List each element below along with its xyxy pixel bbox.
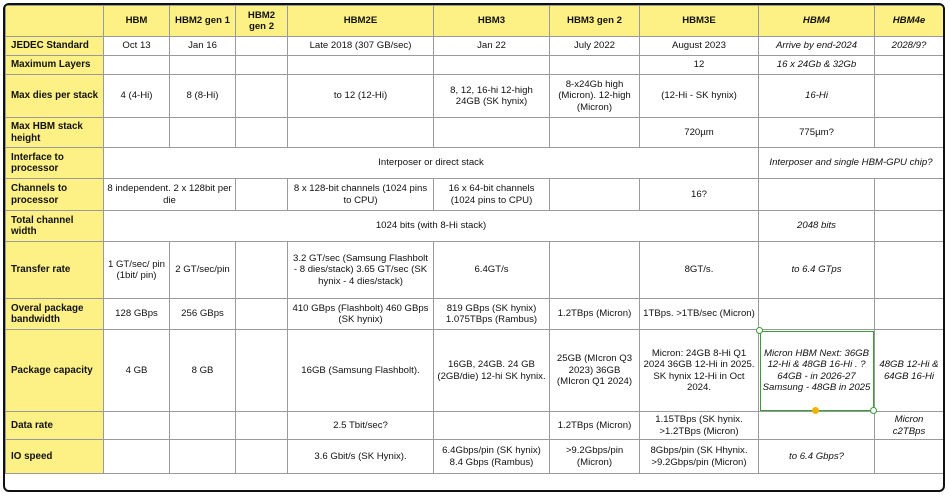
- cell[interactable]: to 12 (12-Hi): [288, 75, 434, 118]
- row-label: Maximum Layers: [6, 56, 104, 75]
- cell[interactable]: [236, 37, 288, 56]
- cell[interactable]: 16GB (Samsung Flashbolt).: [288, 330, 434, 412]
- header-hbm2-gen1: HBM2 gen 1: [170, 6, 236, 37]
- cell[interactable]: 256 GBps: [170, 299, 236, 330]
- cell[interactable]: [875, 118, 944, 148]
- row-layers: [6, 56, 944, 75]
- cell[interactable]: [236, 179, 288, 211]
- cell[interactable]: [288, 118, 434, 148]
- cell[interactable]: Interposer and single HBM-GPU chip?: [759, 148, 944, 179]
- header-hbm4: HBM4: [759, 6, 875, 37]
- cell[interactable]: [236, 242, 288, 299]
- cell[interactable]: [759, 179, 875, 211]
- row-transfer: [6, 242, 944, 299]
- cell[interactable]: [875, 242, 944, 299]
- cell[interactable]: 25GB (MIcron Q3 2023) 36GB (MIcron Q1 2024): [550, 330, 640, 412]
- row-io: [6, 440, 944, 474]
- cell[interactable]: 128 GBps: [104, 299, 170, 330]
- cell[interactable]: [236, 75, 288, 118]
- cell[interactable]: 8, 12, 16-hi 12-high 24GB (SK hynix): [434, 75, 550, 118]
- cell[interactable]: Micron c2TBps: [875, 412, 944, 440]
- cell[interactable]: [170, 56, 236, 75]
- cell[interactable]: >9.2Gbps/pin (Micron): [550, 440, 640, 474]
- header-hbm3-gen2: HBM3 gen 2: [550, 6, 640, 37]
- header-hbm2e: HBM2E: [288, 6, 434, 37]
- cell[interactable]: [550, 56, 640, 75]
- row-label: Data rate: [6, 412, 104, 440]
- cell[interactable]: Oct 13: [104, 37, 170, 56]
- cell[interactable]: 2 GT/sec/pin: [170, 242, 236, 299]
- cell[interactable]: 2.5 Tbit/sec?: [288, 412, 434, 440]
- cell[interactable]: 1.2TBps (Micron): [550, 412, 640, 440]
- cell[interactable]: [104, 56, 170, 75]
- cell[interactable]: 8GT/s.: [640, 242, 759, 299]
- cell[interactable]: 8-x24Gb high (Micron). 12-high (Micron): [550, 75, 640, 118]
- cell[interactable]: 1.2TBps (Micron): [550, 299, 640, 330]
- cell[interactable]: [236, 440, 288, 474]
- cell[interactable]: to 6.4 GTps: [759, 242, 875, 299]
- cell[interactable]: [550, 179, 640, 211]
- cell[interactable]: 819 GBps (SK hynix) 1.075TBps (Rambus): [434, 299, 550, 330]
- row-label: Total channel width: [6, 211, 104, 242]
- cell[interactable]: [104, 440, 170, 474]
- resize-handle[interactable]: [756, 327, 763, 334]
- spreadsheet-frame: [3, 3, 945, 492]
- header-corner: [6, 6, 104, 37]
- cell[interactable]: July 2022: [550, 37, 640, 56]
- row-label: Overal package bandwidth: [6, 299, 104, 330]
- cell[interactable]: 8 GB: [170, 330, 236, 412]
- cell[interactable]: 1TBps. >1TB/sec (Micron): [640, 299, 759, 330]
- cell-text: Micron HBM Next: 36GB 12-Hi & 48GB 16-Hi . ?64GB - in 2026-27 Samsung - 48GB in 2025: [762, 347, 871, 393]
- cell[interactable]: Interposer or direct stack: [104, 148, 759, 179]
- header-hbm4e: HBM4e: [875, 6, 944, 37]
- header-hbm3e: HBM3E: [640, 6, 759, 37]
- row-label: JEDEC Standard: [6, 37, 104, 56]
- cell[interactable]: [759, 299, 875, 330]
- row-jedec: [6, 37, 944, 56]
- cell[interactable]: [875, 75, 944, 118]
- cell[interactable]: [875, 299, 944, 330]
- cell[interactable]: 1024 bits (with 8-Hi stack): [104, 211, 759, 242]
- resize-handle[interactable]: [812, 407, 819, 414]
- cell[interactable]: 8 x 128-bit channels (1024 pins to CPU): [288, 179, 434, 211]
- header-hbm: HBM: [104, 6, 170, 37]
- cell[interactable]: Late 2018 (307 GB/sec): [288, 37, 434, 56]
- header-hbm3: HBM3: [434, 6, 550, 37]
- resize-handle[interactable]: [870, 407, 877, 414]
- cell[interactable]: 12: [640, 56, 759, 75]
- row-label: Interface to processor: [6, 148, 104, 179]
- row-datarate: [6, 412, 944, 440]
- row-channels: [6, 179, 944, 211]
- cell[interactable]: Jan 16: [170, 37, 236, 56]
- row-label: Transfer rate: [6, 242, 104, 299]
- cell[interactable]: 16GB, 24GB. 24 GB (2GB/die) 12-hi SK hynix.: [434, 330, 550, 412]
- cell[interactable]: Jan 22: [434, 37, 550, 56]
- cell[interactable]: [236, 330, 288, 412]
- row-label: IO speed: [6, 440, 104, 474]
- cell[interactable]: [550, 242, 640, 299]
- cell[interactable]: [759, 412, 875, 440]
- header-hbm2-gen2: HBM2 gen 2: [236, 6, 288, 37]
- cell[interactable]: [434, 412, 550, 440]
- cell[interactable]: 16 x 24Gb & 32Gb: [759, 56, 875, 75]
- cell[interactable]: Arrive by end-2024: [759, 37, 875, 56]
- cell[interactable]: [236, 56, 288, 75]
- cell[interactable]: [875, 179, 944, 211]
- cell[interactable]: [104, 412, 170, 440]
- cell[interactable]: 4 (4-Hi): [104, 75, 170, 118]
- cell[interactable]: 4 GB: [104, 330, 170, 412]
- cell[interactable]: to 6.4 Gbps?: [759, 440, 875, 474]
- cell[interactable]: 1.15TBps (SK hynix. >1.2TBps (Micron): [640, 412, 759, 440]
- row-capacity: [6, 330, 944, 412]
- row-width: [6, 211, 944, 242]
- cell[interactable]: [170, 412, 236, 440]
- cell[interactable]: [288, 56, 434, 75]
- row-interface: [6, 148, 944, 179]
- cell[interactable]: [170, 440, 236, 474]
- cell[interactable]: 2048 bits: [759, 211, 875, 242]
- row-label: Channels to processor: [6, 179, 104, 211]
- cell[interactable]: [236, 412, 288, 440]
- cell[interactable]: [550, 118, 640, 148]
- cell[interactable]: 16?: [640, 179, 759, 211]
- row-label: Package capacity: [6, 330, 104, 412]
- cell[interactable]: 720µm: [640, 118, 759, 148]
- cell[interactable]: 48GB 12-Hi & 64GB 16-Hi: [875, 330, 944, 412]
- header-row: [6, 6, 944, 37]
- cell[interactable]: [875, 440, 944, 474]
- row-bandwidth: [6, 299, 944, 330]
- cell[interactable]: 6.4Gbps/pin (SK hynix) 8.4 Gbps (Rambus): [434, 440, 550, 474]
- cell[interactable]: 3.2 GT/sec (Samsung Flashbolt - 8 dies/stack) 3.65 GT/sec (SK hynix - 4 dies/stack): [288, 242, 434, 299]
- cell[interactable]: 8 independent. 2 x 128bit per die: [104, 179, 236, 211]
- cell[interactable]: [875, 56, 944, 75]
- row-height: [6, 118, 944, 148]
- cell[interactable]: 16-Hi: [759, 75, 875, 118]
- cell[interactable]: 775µm?: [759, 118, 875, 148]
- row-dies: [6, 75, 944, 118]
- cell[interactable]: 8 (8-Hi): [170, 75, 236, 118]
- cell[interactable]: August 2023: [640, 37, 759, 56]
- cell[interactable]: [104, 118, 170, 148]
- cell[interactable]: 16 x 64-bit channels (1024 pins to CPU): [434, 179, 550, 211]
- cell[interactable]: (12-Hi - SK hynix): [640, 75, 759, 118]
- cell[interactable]: 3.6 Gbit/s (SK Hynix).: [288, 440, 434, 474]
- cell[interactable]: 410 GBps (Flashbolt) 460 GBps (SK hynix): [288, 299, 434, 330]
- hbm-comparison-table: [5, 5, 944, 474]
- cell[interactable]: [236, 118, 288, 148]
- cell[interactable]: 2028/9?: [875, 37, 944, 56]
- row-label: Max HBM stack height: [6, 118, 104, 148]
- cell[interactable]: [236, 299, 288, 330]
- cell[interactable]: Micron: 24GB 8-Hi Q1 2024 36GB 12-Hi in 2025. SK hynix 12-Hi in Oct 2024.: [640, 330, 759, 412]
- cell[interactable]: 1 GT/sec/ pin (1bit/ pin): [104, 242, 170, 299]
- cell[interactable]: [434, 118, 550, 148]
- cell[interactable]: [434, 56, 550, 75]
- cell[interactable]: [875, 211, 944, 242]
- cell[interactable]: 6.4GT/s: [434, 242, 550, 299]
- cell[interactable]: 8Gbps/pin (SK Hhynix. >9.2Gbps/pin (Micron): [640, 440, 759, 474]
- cell[interactable]: [170, 118, 236, 148]
- row-label: Max dies per stack: [6, 75, 104, 118]
- selected-cell[interactable]: [759, 330, 875, 412]
